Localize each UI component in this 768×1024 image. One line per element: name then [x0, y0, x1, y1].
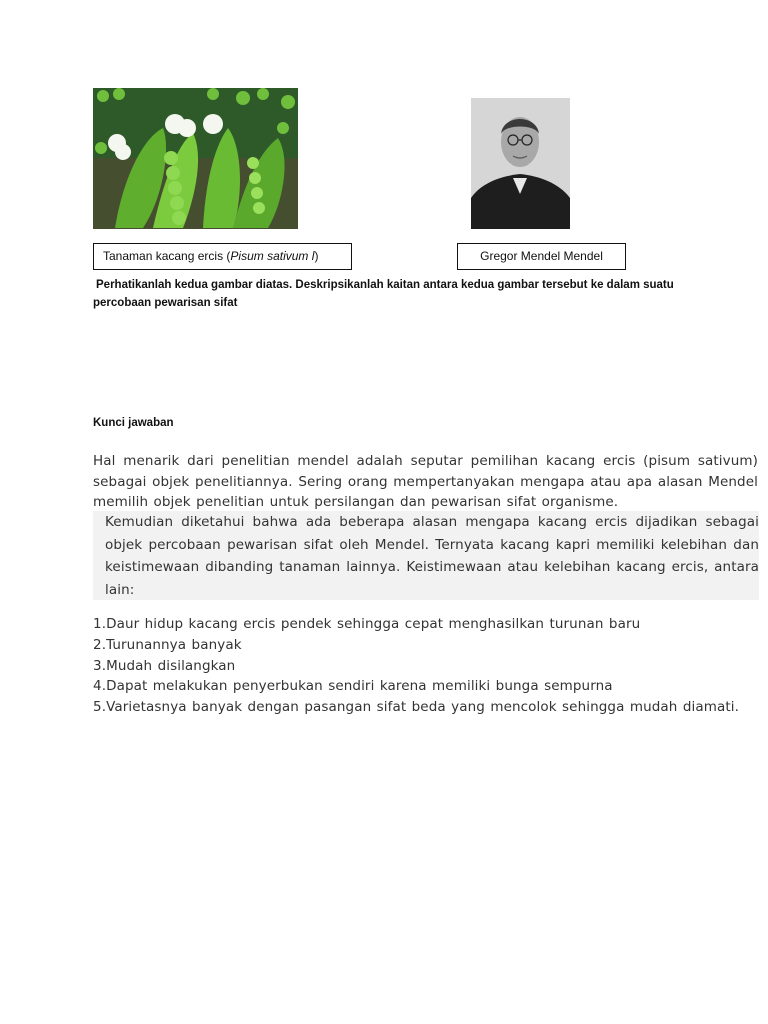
pea-caption-suffix: ): [314, 249, 319, 263]
gregor-mendel-portrait: [471, 98, 570, 229]
answer-paragraph-2: [93, 511, 759, 600]
answer-key-heading: Kunci jawaban: [93, 417, 174, 429]
list-item: 2.Turunannya banyak: [93, 636, 242, 653]
answer-paragraph-2-text: Kemudian diketahui bahwa ada beberapa alasan mengapa kacang ercis dijadikan sebagai objek percobaan pewarisan sifat oleh Mendel. Ternyata kacang kapri memiliki kelebihan dan keistimewaan dibanding tanaman lainnya. Keistimewaan atau kelebihan kacang ercis, antara lain:: [105, 514, 759, 598]
instruction-line-2: percobaan pewarisan sifat: [93, 297, 238, 309]
mendel-portrait-illustration: [471, 98, 570, 229]
pea-plant-photo: [93, 88, 298, 229]
mendel-caption: Gregor Mendel Mendel: [457, 243, 626, 270]
list-item: 3.Mudah disilangkan: [93, 657, 236, 674]
list-item: 5.Varietasnya banyak dengan pasangan sifat beda yang mencolok sehingga mudah diamati.: [93, 699, 739, 716]
instruction-line-1: Perhatikanlah kedua gambar diatas. Deskripsikanlah kaitan antara kedua gambar tersebut ke dalam suatu: [96, 279, 674, 291]
instruction-text: [93, 276, 733, 312]
pea-plant-caption: [93, 243, 352, 270]
list-item: 1.Daur hidup kacang ercis pendek sehingga cepat menghasilkan turunan baru: [93, 616, 641, 632]
pea-scientific-name: Pisum sativum l: [230, 249, 315, 263]
advantages-list: [93, 614, 758, 718]
answer-paragraph-1: [93, 451, 758, 513]
pea-caption-prefix: Tanaman kacang ercis (: [103, 249, 231, 263]
list-item: 4.Dapat melakukan penyerbukan sendiri karena memiliki bunga sempurna: [93, 678, 613, 695]
answer-paragraph-1-text: Hal menarik dari penelitian mendel adalah seputar pemilihan kacang ercis (pisum sativum) sebagai objek penelitiannya. Sering orang mempertanyakan mengapa atau apa alasan Mendel memilih objek penelitian untuk persilangan dan pewarisan sifat organisme.: [93, 453, 758, 510]
pea-pods-illustration: [93, 88, 298, 229]
